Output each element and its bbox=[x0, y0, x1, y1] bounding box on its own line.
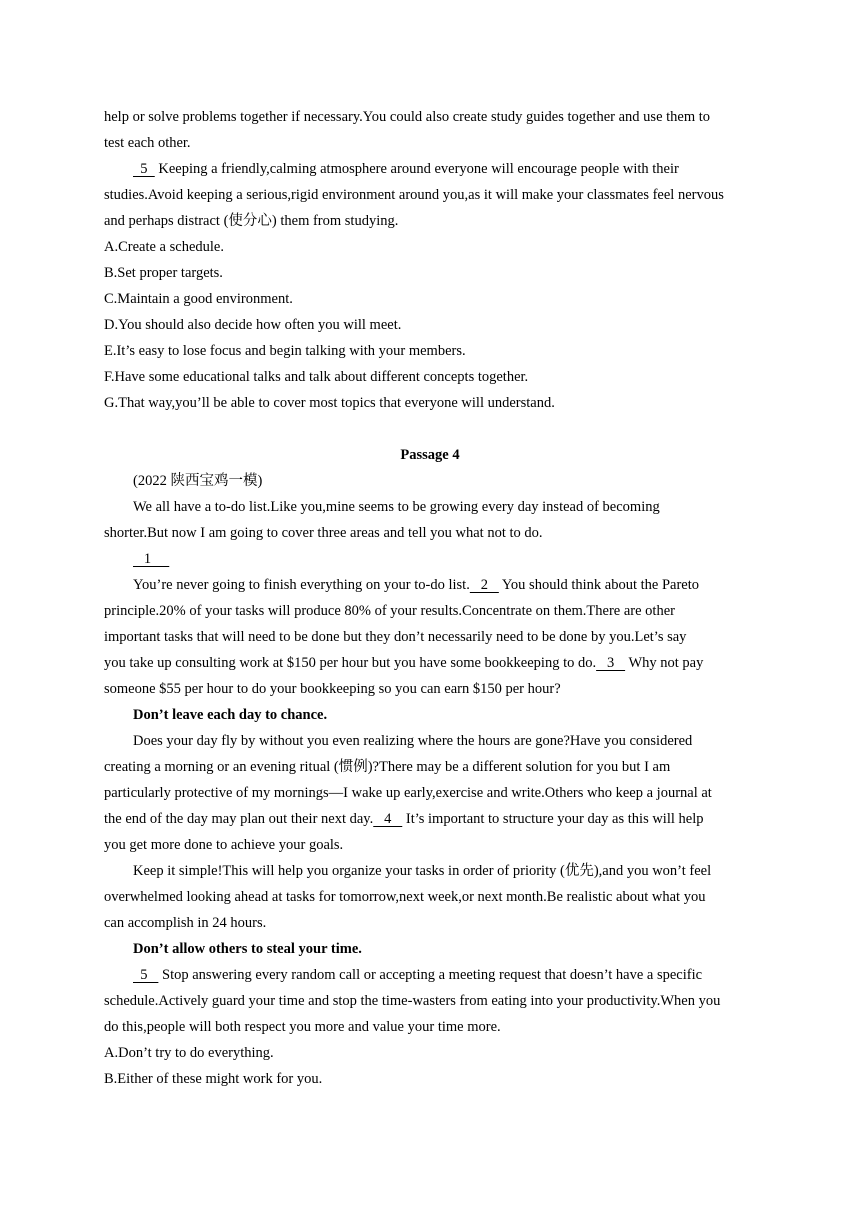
option-f: F.Have some educational talks and talk about different concepts together. bbox=[104, 369, 529, 385]
paragraph-line: 5 Stop answering every random call or accepting a meeting request that doesn’t have a specific bbox=[104, 962, 756, 988]
paragraph-line: We all have a to-do list.Like you,mine seems to be growing every day instead of becoming bbox=[133, 499, 660, 515]
option-a: A.Don’t try to do everything. bbox=[104, 1045, 274, 1061]
option-g: G.That way,you’ll be able to cover most topics that everyone will understand. bbox=[104, 395, 555, 411]
paragraph-line: and perhaps distract (使分心) them from studying. bbox=[104, 213, 399, 229]
paragraph-line: you get more done to achieve your goals. bbox=[104, 837, 344, 853]
paragraph-line: the end of the day may plan out their next day. 4 It’s important to structure your day as this will help bbox=[104, 806, 756, 832]
paragraph-line: do this,people will both respect you more and value your time more. bbox=[104, 1019, 501, 1035]
spacer bbox=[104, 416, 756, 442]
answer-blank-4[interactable]: 4 bbox=[373, 811, 403, 827]
option-c: C.Maintain a good environment. bbox=[104, 291, 293, 307]
answer-blank-3[interactable]: 3 bbox=[596, 655, 626, 671]
answer-blank-5[interactable]: 5 bbox=[133, 161, 155, 177]
option-d: D.You should also decide how often you will meet. bbox=[104, 317, 402, 333]
answer-blank-1[interactable]: 1 bbox=[133, 551, 170, 567]
heading-blank-line bbox=[104, 546, 756, 572]
paragraph-line: creating a morning or an evening ritual (惯例)?There may be a different solution for you but I am bbox=[104, 759, 671, 775]
paragraph-line: Keep it simple!This will help you organize your tasks in order of priority (优先),and you won’t feel bbox=[133, 863, 712, 879]
document-page bbox=[104, 104, 756, 1092]
section-heading: Don’t leave each day to chance. bbox=[133, 707, 328, 723]
paragraph-line: studies.Avoid keeping a serious,rigid environment around you,as it will make your classmates feel nervous bbox=[104, 187, 724, 203]
section-heading: Don’t allow others to steal your time. bbox=[133, 941, 362, 957]
passage-source: (2022 陕西宝鸡一模) bbox=[133, 473, 263, 489]
answer-blank-2[interactable]: 2 bbox=[469, 577, 499, 593]
paragraph-line: someone $55 per hour to do your bookkeeping so you can earn $150 per hour? bbox=[104, 681, 561, 697]
option-a: A.Create a schedule. bbox=[104, 239, 224, 255]
option-b: B.Either of these might work for you. bbox=[104, 1071, 323, 1087]
paragraph-line: help or solve problems together if necessary.You could also create study guides together and use them to bbox=[104, 109, 711, 125]
answer-blank-5[interactable]: 5 bbox=[133, 967, 159, 983]
paragraph-line: you take up consulting work at $150 per hour but you have some bookkeeping to do. 3 Why not pay bbox=[104, 650, 756, 676]
paragraph-line: test each other. bbox=[104, 135, 191, 151]
paragraph-line: 5 Keeping a friendly,calming atmosphere around everyone will encourage people with their bbox=[104, 156, 756, 182]
option-b: B.Set proper targets. bbox=[104, 265, 223, 281]
paragraph-line: important tasks that will need to be done but they don’t necessarily need to be done by you.Let’s say bbox=[104, 629, 687, 645]
option-e: E.It’s easy to lose focus and begin talking with your members. bbox=[104, 343, 466, 359]
paragraph-line: overwhelmed looking ahead at tasks for tomorrow,next week,or next month.Be realistic about what you bbox=[104, 889, 706, 905]
paragraph-line: shorter.But now I am going to cover three areas and tell you what not to do. bbox=[104, 525, 543, 541]
paragraph-line: schedule.Actively guard your time and stop the time-wasters from eating into your productivity.When you bbox=[104, 993, 721, 1009]
paragraph-line: particularly protective of my mornings—I wake up early,exercise and write.Others who keep a journal at bbox=[104, 785, 712, 801]
paragraph-line: Does your day fly by without you even realizing where the hours are gone?Have you considered bbox=[133, 733, 693, 749]
paragraph-line: can accomplish in 24 hours. bbox=[104, 915, 267, 931]
passage-title: Passage 4 bbox=[400, 447, 460, 463]
paragraph-line: You’re never going to finish everything on your to-do list. 2 You should think about the Pareto bbox=[104, 572, 756, 598]
paragraph-line: principle.20% of your tasks will produce 80% of your results.Concentrate on them.There are other bbox=[104, 603, 675, 619]
